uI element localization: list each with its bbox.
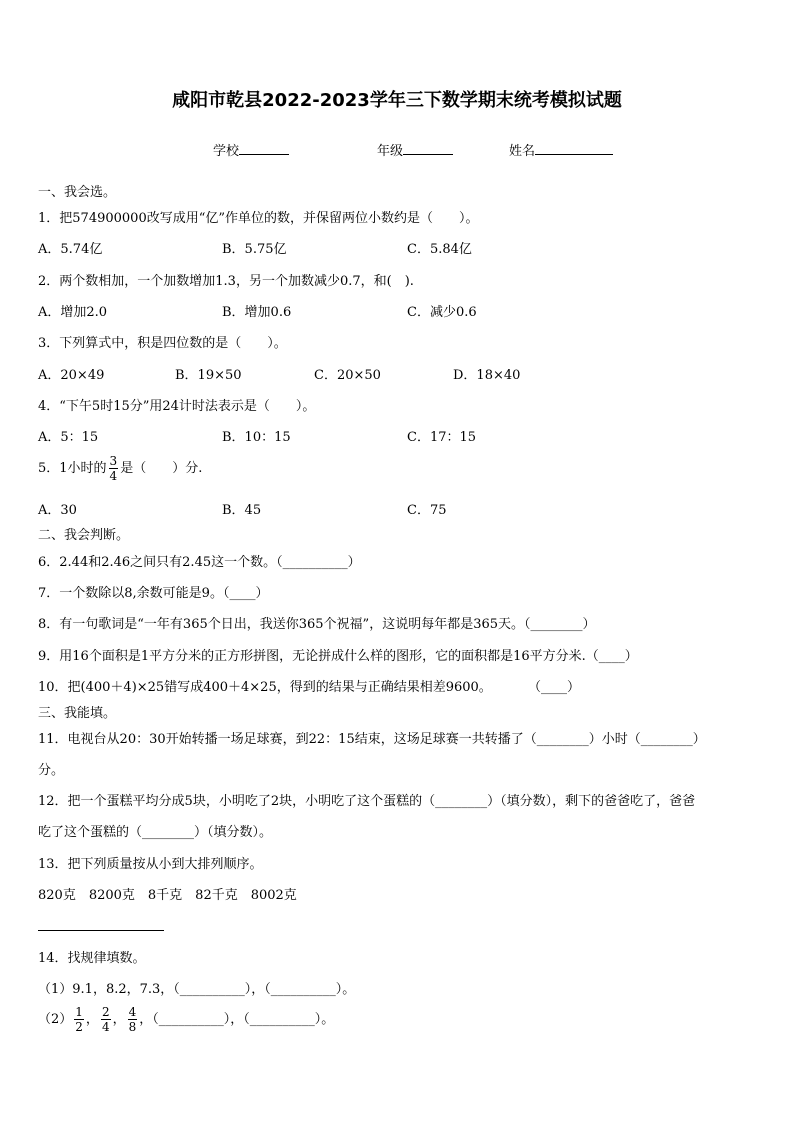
question-12-line2: 吃了这个蛋糕的（________）（填分数）。 <box>38 825 273 840</box>
question-8: 8．有一句歌词是“一年有365个日出，我送你365个祝福”，这说明每年都是365天。（________） <box>38 617 596 632</box>
q5-prefix: 5．1小时的 <box>38 461 107 476</box>
q1-option-b[interactable]: B．5.75亿 <box>222 242 287 257</box>
fraction-denominator: 4 <box>101 1020 110 1034</box>
page-title: 咸阳市乾县2022-2023学年三下数学期末统考模拟试题 <box>172 90 622 111</box>
fraction-denominator: 8 <box>128 1020 137 1034</box>
name-blank[interactable] <box>535 142 613 155</box>
fraction-numerator: 1 <box>75 1005 83 1019</box>
q3-option-a[interactable]: A．20×49 <box>38 368 105 383</box>
question-14-part-1: （1）9.1，8.2，7.3，（__________），（__________）。 <box>38 982 356 997</box>
question-6: 6．2.44和2.46之间只有2.45这一个数。（__________） <box>38 555 361 570</box>
school-field <box>213 140 289 159</box>
fraction-four-eighths <box>128 1006 138 1033</box>
q4-option-c[interactable]: C．17：15 <box>407 430 477 445</box>
q2-option-a[interactable]: A．增加2.0 <box>38 305 108 320</box>
q4-option-a[interactable]: A．5：15 <box>38 430 99 445</box>
grade-label: 年级 <box>377 144 404 159</box>
fraction-numerator: 4 <box>128 1005 137 1019</box>
question-9: 9．用16个面积是1平方分米的正方形拼图，无论拼成什么样的图形，它的面积都是16平方分米.（____） <box>38 649 638 664</box>
grade-field <box>377 140 453 159</box>
q5-option-a[interactable]: A．30 <box>38 503 77 518</box>
q3-option-d[interactable]: D．18×40 <box>453 368 521 383</box>
question-14-part-2 <box>38 1006 334 1033</box>
fraction-denominator: 4 <box>109 469 118 483</box>
question-13-items: 820克 8200克 8千克 82千克 8002克 <box>38 888 297 903</box>
q3-option-c[interactable]: C．20×50 <box>314 368 381 383</box>
question-5 <box>38 455 202 482</box>
q5-suffix: 是（ ）分. <box>120 461 203 476</box>
comma: ， <box>112 1012 126 1027</box>
school-label: 学校 <box>213 144 240 159</box>
fraction-one-half <box>74 1006 84 1033</box>
question-2: 2．两个数相加，一个加数增加1.3，另一个加数减少0.7，和( ). <box>38 274 414 289</box>
answer-line[interactable] <box>38 930 164 931</box>
fraction-numerator: 2 <box>101 1005 110 1019</box>
comma: ， <box>85 1012 99 1027</box>
grade-blank[interactable] <box>403 142 453 155</box>
name-field <box>509 140 613 159</box>
question-10 <box>38 676 492 695</box>
q5-option-c[interactable]: C．75 <box>407 503 447 518</box>
section-heading-choice: 一、我会选。 <box>38 185 117 200</box>
section-heading-fill: 三、我能填。 <box>38 706 117 721</box>
question-3: 3．下列算式中，积是四位数的是（ ）。 <box>38 336 287 351</box>
question-11-line1: 11．电视台从20：30开始转播一场足球赛，到22：15结束，这场足球赛一共转播了（________）小时（________） <box>38 732 706 747</box>
q10-text: 10．把(400＋4)×25错写成400＋4×25，得到的结果与正确结果相差9600。 <box>38 680 492 695</box>
q14-part-2-tail: ，（__________），（__________）。 <box>139 1012 335 1027</box>
q1-option-c[interactable]: C．5.84亿 <box>407 242 472 257</box>
question-14: 14．找规律填数。 <box>38 951 146 966</box>
q3-option-b[interactable]: B．19×50 <box>175 368 242 383</box>
q14-part-2-label: （2） <box>38 1012 73 1027</box>
fraction-denominator: 2 <box>75 1020 83 1034</box>
question-11-line2: 分。 <box>38 763 65 778</box>
q2-option-b[interactable]: B．增加0.6 <box>222 305 292 320</box>
q4-option-b[interactable]: B．10：15 <box>222 430 291 445</box>
question-13: 13．把下列质量按从小到大排列顺序。 <box>38 857 263 872</box>
school-blank[interactable] <box>239 142 289 155</box>
section-heading-judge: 二、我会判断。 <box>38 528 130 543</box>
q2-option-c[interactable]: C．减少0.6 <box>407 305 477 320</box>
name-label: 姓名 <box>509 144 536 159</box>
question-1: 1．把574900000改写成用“亿”作单位的数，并保留两位小数约是（ ）。 <box>38 211 479 226</box>
fraction-numerator: 3 <box>109 454 118 468</box>
fraction-two-fourths <box>101 1006 111 1033</box>
question-12-line1: 12．把一个蛋糕平均分成5块，小明吃了2块，小明吃了这个蛋糕的（________）（填分数），剩下的爸爸吃了，爸爸 <box>38 794 696 809</box>
q1-option-a[interactable]: A．5.74亿 <box>38 242 103 257</box>
q10-answer-blank[interactable]: （____） <box>528 680 581 695</box>
fraction-three-quarters <box>109 455 119 482</box>
question-4: 4．“下午5时15分”用24计时法表示是（ ）。 <box>38 399 316 414</box>
question-7: 7．一个数除以8,余数可能是9。（____） <box>38 586 269 601</box>
q5-option-b[interactable]: B．45 <box>222 503 262 518</box>
